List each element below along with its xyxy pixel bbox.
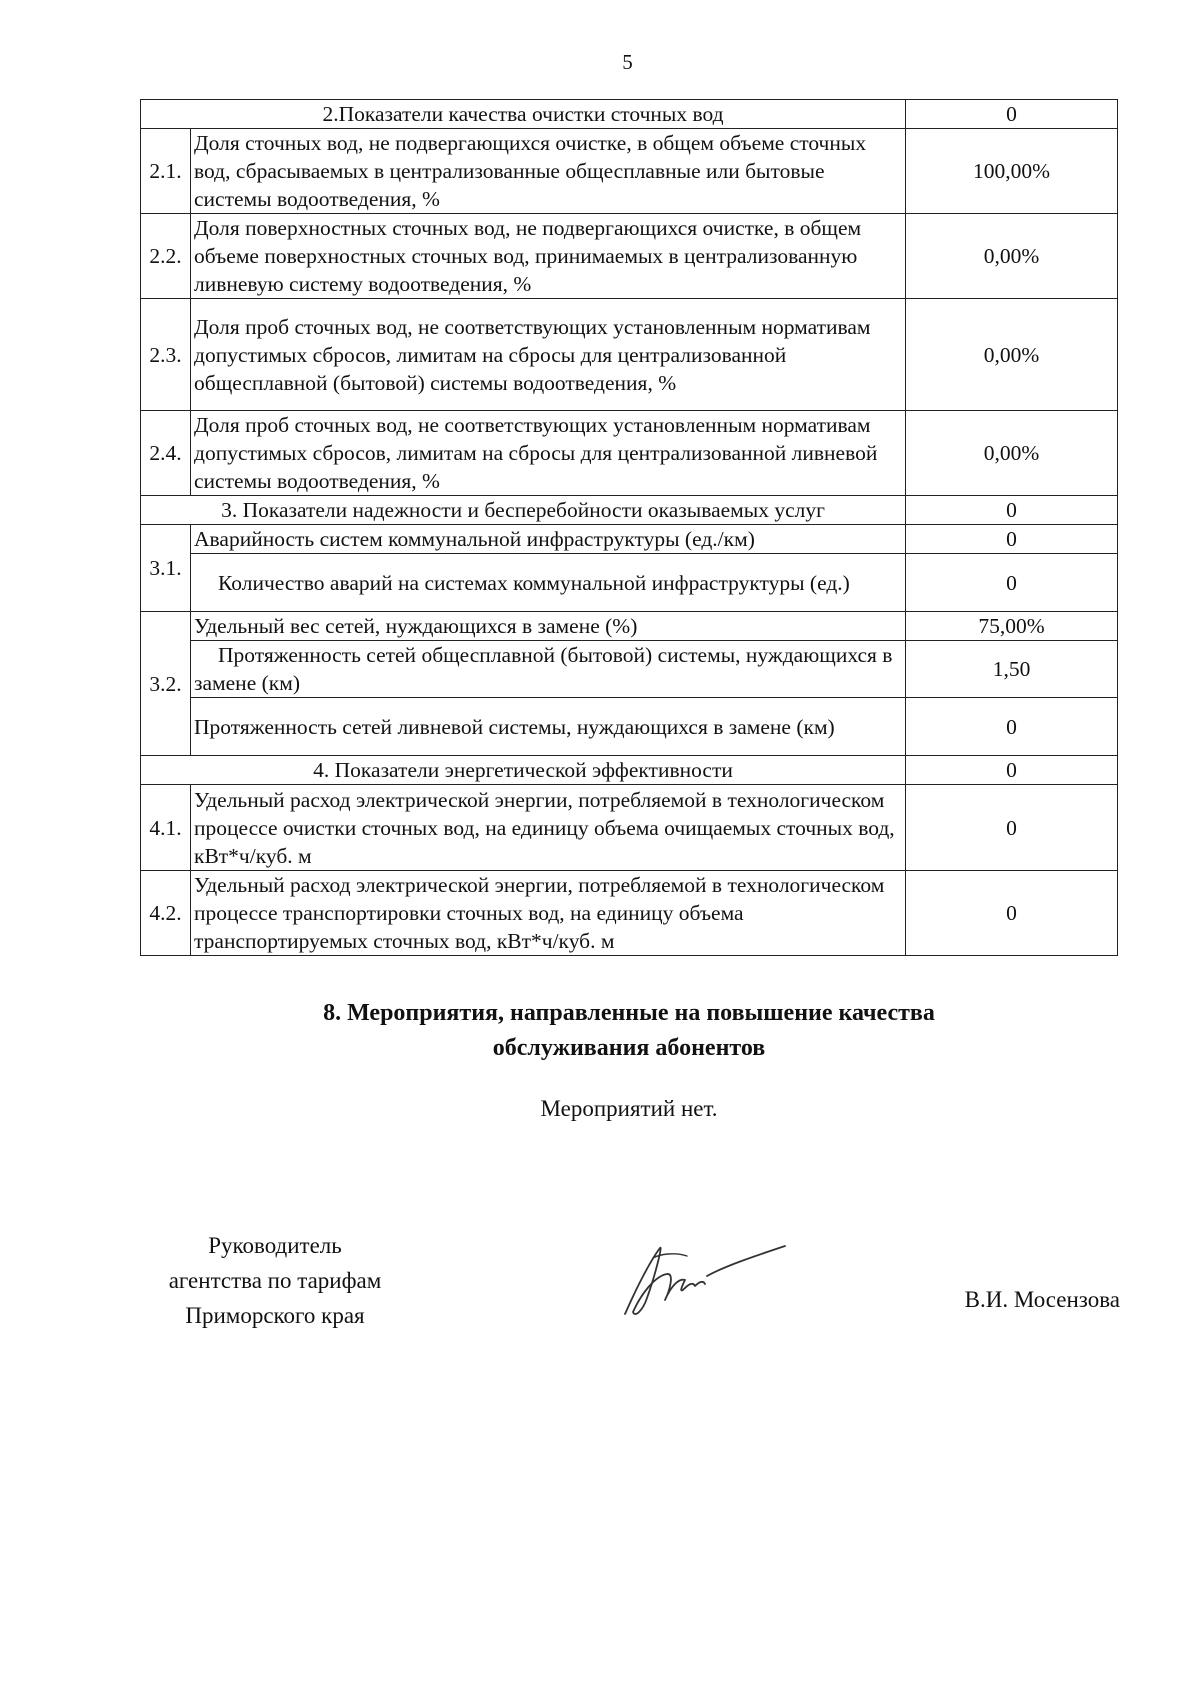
row-value: 0: [906, 871, 1118, 956]
table-row: [141, 299, 1118, 411]
table-row: [141, 785, 1118, 871]
row-description: Доля проб сточных вод, не соответствующих установленным нормативам допустимых сбросов, лимитам на сбросы для централизованной ливневой системы водоотведения, %: [191, 411, 906, 496]
table-row: [141, 525, 1118, 554]
row-value: 0: [906, 785, 1118, 871]
row-number: 4.1.: [141, 785, 191, 871]
row-number: 2.4.: [141, 411, 191, 496]
row-number: 4.2.: [141, 871, 191, 956]
row-number: 2.2.: [141, 214, 191, 299]
row-number: 3.1.: [141, 525, 191, 612]
section-text: Мероприятий нет.: [540, 1096, 718, 1121]
section-label: 3. Показатели надежности и бесперебойности оказываемых услуг: [141, 496, 906, 525]
row-description: Доля поверхностных сточных вод, не подвергающихся очистке, в общем объеме поверхностных сточных вод, принимаемых в централизованную ливневую систему водоотведения, %: [191, 214, 906, 299]
row-description: Аварийность систем коммунальной инфраструктуры (ед./км): [191, 525, 906, 554]
row-value: 0: [906, 554, 1118, 612]
row-description-text: Количество аварий на системах коммунальной инфраструктуры (ед.): [218, 570, 850, 595]
table-row: [141, 871, 1118, 956]
row-value: 75,00%: [906, 612, 1118, 641]
table-row: [141, 411, 1118, 496]
section-value: 0: [906, 756, 1118, 785]
table-row: [141, 698, 1118, 756]
page-number: 5: [622, 50, 633, 74]
section-label: 2.Показатели качества очистки сточных вод: [141, 100, 906, 129]
section-value: 0: [906, 496, 1118, 525]
row-description: [191, 641, 906, 698]
row-description: Удельный расход электрической энергии, потребляемой в технологическом процессе транспортировки сточных вод, на единицу объема транспортируемых сточных вод, кВт*ч/куб. м: [191, 871, 906, 956]
section-label: 4. Показатели энергетической эффективности: [141, 756, 906, 785]
row-description: Удельный вес сетей, нуждающихся в замене (%): [191, 612, 906, 641]
row-value: 0,00%: [906, 411, 1118, 496]
row-value: 0,00%: [906, 214, 1118, 299]
signer-position-line: Руководитель: [208, 1233, 342, 1258]
row-number: 2.3.: [141, 299, 191, 411]
section-heading-line: обслуживания абонентов: [492, 1035, 766, 1061]
table-row: [141, 214, 1118, 299]
signer-position-line: Приморского края: [185, 1303, 365, 1328]
section-heading-line: 8. Мероприятия, направленные на повышение качества: [323, 1000, 935, 1026]
handwritten-signature: [615, 1236, 795, 1326]
table-row: [141, 129, 1118, 214]
signer-position: [125, 1228, 425, 1333]
table-row: [141, 100, 1118, 129]
row-value: 0: [906, 525, 1118, 554]
signer-name: В.И. Мосензова: [964, 1287, 1120, 1312]
row-description: Доля сточных вод, не подвергающихся очистке, в общем объеме сточных вод, сбрасываемых в централизованные общесплавные или бытовые системы водоотведения, %: [191, 129, 906, 214]
table-row: [141, 612, 1118, 641]
row-value: 100,00%: [906, 129, 1118, 214]
indicators-table: [140, 99, 1118, 956]
table-row: [141, 756, 1118, 785]
section-heading: [140, 996, 1118, 1066]
table-row: [141, 496, 1118, 525]
table-row: [141, 554, 1118, 612]
row-value: 0: [906, 698, 1118, 756]
row-description-text: Протяженность сетей общесплавной (бытовой) системы, нуждающихся в замене (км): [194, 643, 893, 695]
row-description: [191, 554, 906, 612]
row-number: 2.1.: [141, 129, 191, 214]
row-value: 0,00%: [906, 299, 1118, 411]
row-number: 3.2.: [141, 612, 191, 756]
row-description: Доля проб сточных вод, не соответствующих установленным нормативам допустимых сбросов, лимитам на сбросы для централизованной общесплавной (бытовой) системы водоотведения, %: [191, 299, 906, 411]
table-row: [141, 641, 1118, 698]
row-value: 1,50: [906, 641, 1118, 698]
row-description: Протяженность сетей ливневой системы, нуждающихся в замене (км): [191, 698, 906, 756]
row-description: Удельный расход электрической энергии, потребляемой в технологическом процессе очистки сточных вод, на единицу объема очищаемых сточных вод, кВт*ч/куб. м: [191, 785, 906, 871]
signer-position-line: агентства по тарифам: [168, 1268, 382, 1293]
section-value: 0: [906, 100, 1118, 129]
